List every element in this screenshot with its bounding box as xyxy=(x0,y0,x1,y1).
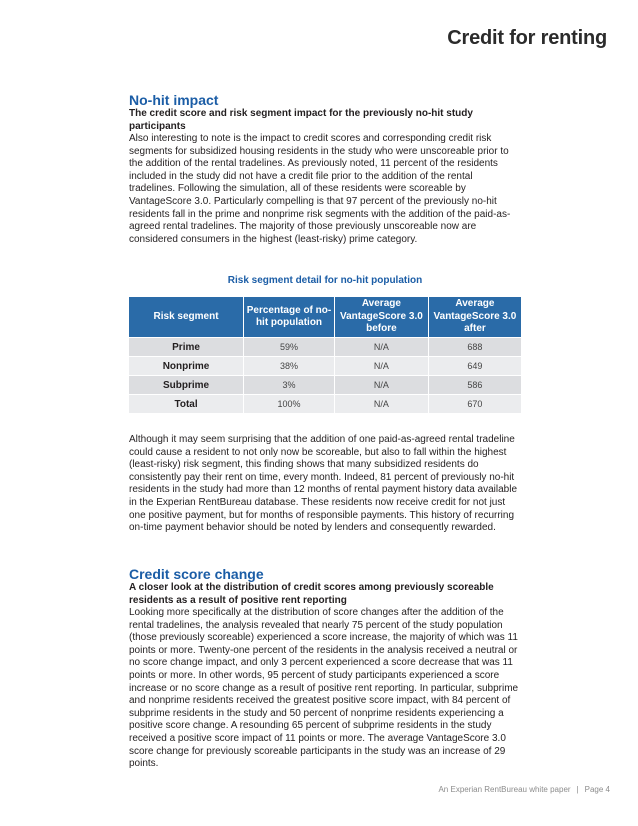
footer-source: An Experian RentBureau white paper xyxy=(438,785,571,794)
score-change-section xyxy=(129,566,521,771)
no-hit-paragraph: Also interesting to note is the impact to credit scores and corresponding credit risk segments for subsidized housing residents in the study who were unscoreable prior to the addition of the rental tradelines. As previously noted, 11 percent of the residents included in the study did not have a credit file prior to the addition of the rental tradelines. Following the simulation, all of these residents were scoreable by VantageScore 3.0. Particularly compelling is that 97 percent of the previously no-hit residents fall in the prime and nonprime risk segments with the addition of the paid-as-agreed rental tradelines. The majority of those previously unscoreable now are considered consumers in the highest (least-risky) prime category. xyxy=(129,133,511,245)
table-cell: 649 xyxy=(429,356,521,375)
table-row xyxy=(129,337,521,356)
table-header-cell: Average VantageScore 3.0 after xyxy=(429,297,521,337)
footer-separator: | xyxy=(576,785,579,794)
after-table-section xyxy=(129,434,521,535)
after-table-paragraph: Although it may seem surprising that the addition of one paid-as-agreed rental tradeline could cause a resident to not only now be scoreable, but also to fall within the highest (least-risky) risk segment, this finding shows that many subsidized residents do consistently pay their rent on time, every month. Indeed, 81 percent of previously no-hit residents in the study had more than 12 months of rental payment history data available in the Experian RentBureau database. These residents now receive credit for not just one positive payment, but for months of responsible payments. This history of recurring on-time payment behavior should be noted by lenders and consequently rewarded. xyxy=(129,434,518,534)
table-header-cell: Average VantageScore 3.0 before xyxy=(335,297,429,337)
table-cell: Total xyxy=(129,394,244,413)
score-change-paragraph: Looking more specifically at the distribution of score changes after the addition of the rental tradelines, the analysis revealed that nearly 75 percent of the study population (those previously scoreable) experienced a score increase, the majority of which was 11 points or more. Twenty-one percent of the residents in the analysis received a neutral or no score change impact, and only 3 percent experienced a score decrease that was 11 points or more. In other words, 95 percent of study participants experienced a score increase or no score change as a result of positive rent reporting. In particular, subprime and nonprime residents received the greatest positive score impact, with 84 percent of subprime residents in the study and 50 percent of nonprime residents experiencing a positive score change. A resounding 65 percent of subprime residents in the study received a positive score impact of 11 points or more. The average VantageScore 3.0 score change for previously scoreable participants in the study was an increase of 29 points. xyxy=(129,607,519,770)
section-subheading-score-change: A closer look at the distribution of credit scores among previously scoreable residents as a result of positive rent reporting xyxy=(129,582,494,606)
section-heading-no-hit: No-hit impact xyxy=(129,92,219,108)
table-cell: 586 xyxy=(429,375,521,394)
table-row xyxy=(129,394,521,413)
table-cell: N/A xyxy=(335,356,429,375)
section-heading-score-change: Credit score change xyxy=(129,566,264,582)
table-cell: Subprime xyxy=(129,375,244,394)
table-cell: 59% xyxy=(244,337,335,356)
table-cell: 688 xyxy=(429,337,521,356)
table-cell: N/A xyxy=(335,394,429,413)
table-cell: Prime xyxy=(129,337,244,356)
table-cell: 3% xyxy=(244,375,335,394)
page-footer xyxy=(438,785,610,794)
table-cell: 100% xyxy=(244,394,335,413)
section-subheading-no-hit: The credit score and risk segment impact for the previously no-hit study participants xyxy=(129,108,473,132)
no-hit-section xyxy=(129,92,521,246)
risk-segment-table xyxy=(129,297,521,413)
table-row xyxy=(129,375,521,394)
table-cell: 38% xyxy=(244,356,335,375)
table-cell: N/A xyxy=(335,375,429,394)
table-header-row xyxy=(129,297,521,337)
page-title: Credit for renting xyxy=(447,27,607,49)
table-row xyxy=(129,356,521,375)
table-header-cell: Risk segment xyxy=(129,297,244,337)
footer-page-number: Page 4 xyxy=(584,785,610,794)
table-cell: N/A xyxy=(335,337,429,356)
table-title: Risk segment detail for no-hit population xyxy=(227,275,423,286)
table-cell: 670 xyxy=(429,394,521,413)
table-header-cell: Percentage of no-hit population xyxy=(244,297,335,337)
table-cell: Nonprime xyxy=(129,356,244,375)
